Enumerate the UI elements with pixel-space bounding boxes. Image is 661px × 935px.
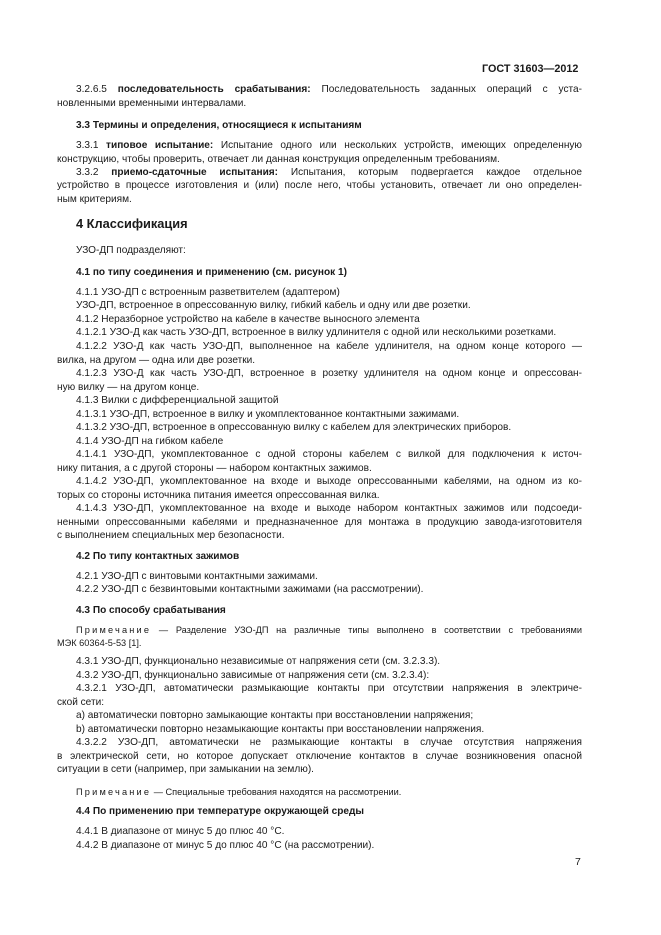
term: последовательность срабатывания: [117,84,311,95]
clause-number: 3.3.1 [76,140,99,151]
clause-4-1-4-3-line2: ненными опрессованными кабелями и предназначенное для монтажа в продукцию завода-изготовителя [57,517,582,528]
clause-4-1-2-3-line1: 4.1.2.3 УЗО-Д как часть УЗО-ДП, встроенное в розетку удлинителя на одном конце и опрессован- [76,368,582,379]
paragraph-3-3-2-line2: устройство в процессе изготовления и (или) после него, чтобы установить, отвечает ли оно определен- [57,180,582,191]
clause-4-3-2-1-line1: 4.3.2.1 УЗО-ДП, автоматически размыкающие контакты при отсутствии напряжения в электриче- [76,683,582,694]
clause-4-1-4: 4.1.4 УЗО-ДП на гибком кабеле [76,436,224,447]
definition: Испытания, которым подвергается каждое отдельное [278,167,582,178]
clause-4-1-4-3-line3: с выполнением специальных мер безопасности. [57,530,285,541]
section-4-3-title: 4.3 По способу срабатывания [76,605,226,616]
clause-4-3-2-2-line3: ситуации в сети (например, при замыкании на землю). [57,764,314,775]
section-4-title: 4 Классификация [76,216,188,231]
clause-4-1-2-2-line1: 4.1.2.2 УЗО-Д как часть УЗО-ДП, выполненное на кабеле удлинителя, на одном конце которого — [76,341,582,352]
clause-4-3-2-2-line2: в электрической сети, но которое допускает отключение контактов в случае возникновения опасной [57,751,582,762]
clause-4-3-2: 4.3.2 УЗО-ДП, функционально зависимые от напряжения сети (см. 3.2.3.4): [76,670,430,681]
list-item-b: b) автоматически повторно незамыкающие контакты при восстановлении напряжения. [76,724,485,735]
clause-4-1-4-2-line2: торых со стороны источника питания имеется опрессованная вилка. [57,490,380,501]
paragraph-3-3-1-line2: конструкцию, чтобы проверить, отвечает ли данная конструкция определенным требованиям. [57,154,500,165]
section-4-4-title: 4.4 По применению при температуре окружающей среды [76,806,365,817]
section-4-intro: УЗО-ДП подразделяют: [76,245,186,256]
definition: Последовательность заданных операций с уста- [310,84,583,95]
paragraph-3-3-1-line1 [76,140,582,152]
clause-4-4-1: 4.4.1 В диапазоне от минус 5 до плюс 40 °С. [76,826,285,837]
clause-4-4-2: 4.4.2 В диапазоне от минус 5 до плюс 40 °С (на рассмотрении). [76,840,375,851]
clause-4-1-2-2-line2: вилка, на другом — одна или две розетки. [57,355,256,366]
clause-4-2-2: 4.2.2 УЗО-ДП с безвинтовыми контактными зажимами (на рассмотрении). [76,584,424,595]
paragraph-3-2-6-5-line2: новленными временными интервалами. [57,98,247,109]
clause-4-1-2-1: 4.1.2.1 УЗО-Д как часть УЗО-ДП, встроенное в вилку удлинителя с одной или несколькими розетками. [76,327,557,338]
note-text: — Специальные требования находятся на рассмотрении. [151,787,402,797]
paragraph-3-3-2-line1 [76,167,582,179]
clause-4-1-3-2: 4.1.3.2 УЗО-ДП, встроенное в опрессованную вилку с кабелем для электрических приборов. [76,422,512,433]
clause-4-1-3-1: 4.1.3.1 УЗО-ДП, встроенное в вилку и укомплектованное контактными зажимами. [76,409,460,420]
clause-4-1-1-text: УЗО-ДП, встроенное в опрессованную вилку, гибкий кабель и одну или две розетки. [76,300,471,311]
clause-4-1-1: 4.1.1 УЗО-ДП с встроенным разветвителем (адаптером) [76,287,340,298]
clause-4-3-2-1-line2: ской сети: [57,697,105,708]
clause-4-1-2: 4.1.2 Неразборное устройство на кабеле в качестве выносного элемента [76,314,420,325]
clause-4-1-4-1-line2: нику питания, а с другой стороны — набором контактных зажимов. [57,463,372,474]
section-4-2-title: 4.2 По типу контактных зажимов [76,551,240,562]
clause-4-1-2-3-line2: ную вилку — на другом конце. [57,382,200,393]
clause-4-1-4-2-line1: 4.1.4.2 УЗО-ДП, укомплектованное на входе и выходе опрессованными кабелями, на одном из ко- [76,476,582,487]
section-3-3-title: 3.3 Термины и определения, относящиеся к испытаниям [76,120,362,131]
clause-4-1-4-1-line1: 4.1.4.1 УЗО-ДП, укомплектованное с одной стороны кабелем с вилкой для подключения к источ- [76,449,582,460]
note-text: — Разделение УЗО-ДП на различные типы выполнено в соответствии с требованиями [151,625,582,635]
paragraph-3-3-2-line3: ным критериям. [57,194,132,205]
note-label: Примечание [76,625,152,635]
note-label: Примечание [76,787,152,797]
clause-4-3-2-2-line1: 4.3.2.2 УЗО-ДП, автоматически не размыкающие контакты в случае отсутствия напряжения [76,737,582,748]
clause-4-2-1: 4.2.1 УЗО-ДП с винтовыми контактными зажимами. [76,571,318,582]
standard-header: ГОСТ 31603—2012 [482,63,579,75]
clause-4-3-1: 4.3.1 УЗО-ДП, функционально независимые от напряжения сети (см. 3.2.3.3). [76,656,441,667]
term: приемо-сдаточные испытания: [111,167,279,178]
note-2 [76,786,401,798]
clause-number: 3.2.6.5 [76,84,107,95]
page-number: 7 [575,856,581,868]
section-4-1-title: 4.1 по типу соединения и применению (см. рисунок 1) [76,267,348,278]
term: типовое испытание: [106,140,214,151]
list-item-a: a) автоматически повторно замыкающие контакты при восстановлении напряжения; [76,710,474,721]
definition: Испытание одного или нескольких устройств, имеющих определенную [213,140,583,151]
paragraph-3-2-6-5-line1 [76,84,582,96]
note-1-line1 [76,624,582,636]
note-1-line2: МЭК 60364-5-53 [1]. [57,638,142,648]
clause-4-1-3: 4.1.3 Вилки с дифференциальной защитой [76,395,279,406]
clause-4-1-4-3-line1: 4.1.4.3 УЗО-ДП, укомплектованное на входе и выходе набором контактных зажимов или подсоеди- [76,503,582,514]
clause-number: 3.3.2 [76,167,99,178]
